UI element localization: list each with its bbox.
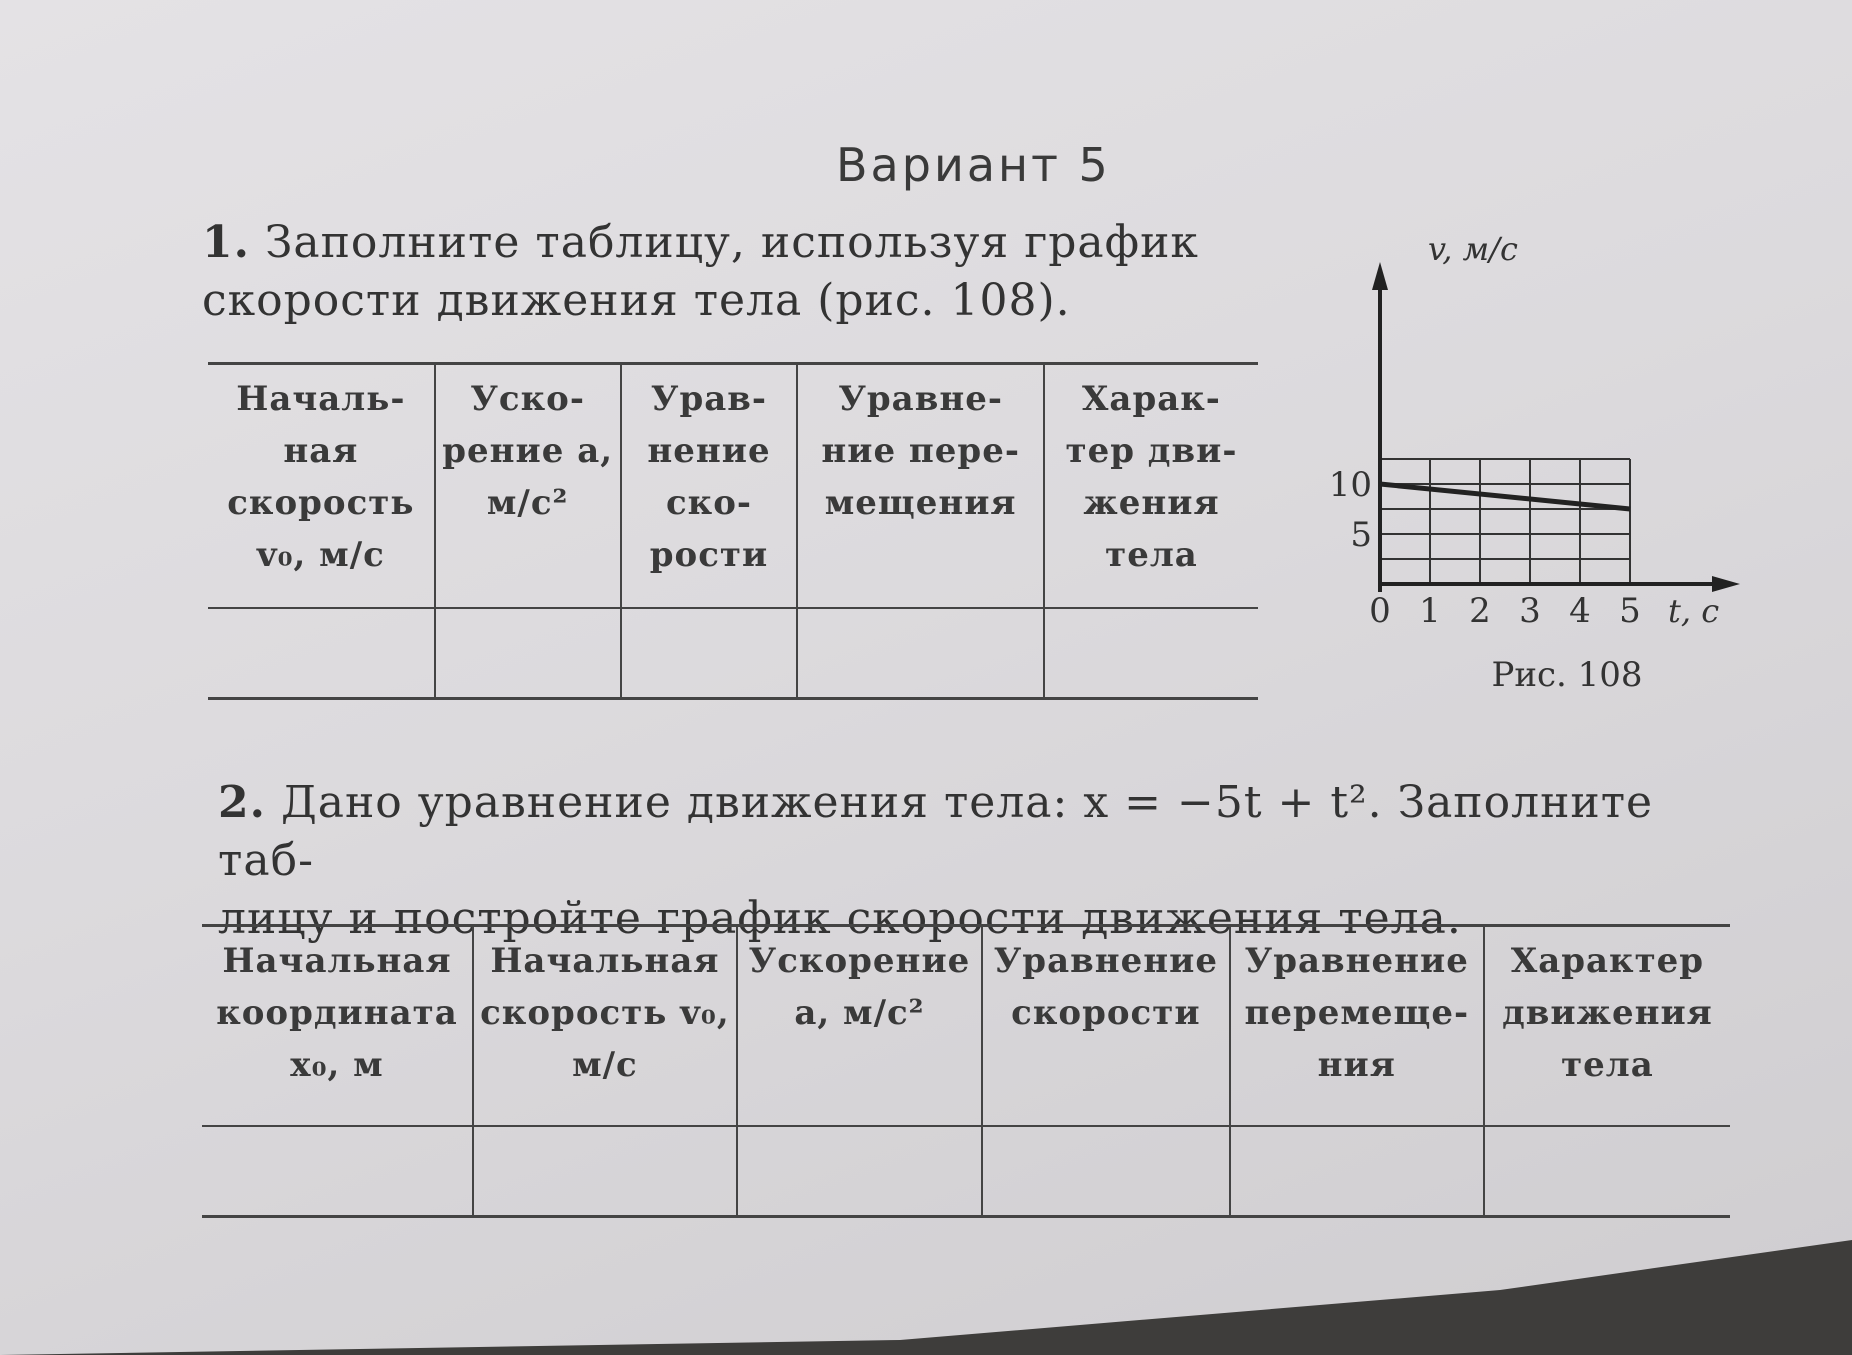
answer-cell-motion-type[interactable] — [1044, 608, 1258, 699]
answer-cell-initial-speed[interactable] — [208, 608, 435, 699]
x-tick-label: 4 — [1569, 591, 1591, 631]
velocity-time-graph — [1320, 222, 1760, 712]
header-acceleration: Ускорение a, м/с² — [737, 926, 982, 1127]
x-tick-label: 0 — [1369, 591, 1391, 631]
x-tick-label: 3 — [1519, 591, 1541, 631]
answer-cell-displacement-equation[interactable] — [797, 608, 1044, 699]
task-2-text-line2: лицу и постройте график скорости движения тела. — [218, 893, 1462, 944]
answer-cell-speed-equation[interactable] — [621, 608, 798, 699]
answer-cell-acceleration[interactable] — [737, 1126, 982, 1217]
velocity-line — [1380, 484, 1630, 509]
x-tick-label: 2 — [1469, 591, 1491, 631]
graph-grid — [1380, 459, 1630, 584]
header-speed-equation: Уравнение скорости — [982, 926, 1230, 1127]
table-answer-row — [208, 608, 1258, 699]
header-speed-equation: Урав- нение ско- рости — [621, 364, 798, 609]
header-initial-coordinate: Начальная координата x₀, м — [202, 926, 473, 1127]
task-1-statement — [202, 214, 1262, 330]
figure-caption: Рис. 108 — [1491, 655, 1643, 695]
header-initial-speed: Началь- ная скорость v₀, м/с — [208, 364, 435, 609]
answer-cell-displacement-equation[interactable] — [1230, 1126, 1484, 1217]
task-1-table — [208, 362, 1258, 700]
header-motion-type: Харак- тер дви- жения тела — [1044, 364, 1258, 609]
table-header-row — [208, 364, 1258, 609]
task-1-text-line1: Заполните таблицу, используя график — [264, 217, 1199, 268]
y-tick-label: 10 — [1328, 465, 1372, 505]
header-acceleration: Уско- рение a, м/с² — [435, 364, 621, 609]
x-tick-label: 5 — [1619, 591, 1641, 631]
task-2-statement — [218, 774, 1738, 948]
y-axis-arrow-icon — [1372, 262, 1388, 290]
answer-cell-speed-equation[interactable] — [982, 1126, 1230, 1217]
header-motion-type: Характер движения тела — [1484, 926, 1730, 1127]
x-axis-label: t, с — [1668, 592, 1720, 630]
table-header-row — [202, 926, 1730, 1127]
header-initial-speed: Начальная скорость v₀, м/с — [473, 926, 737, 1127]
answer-cell-motion-type[interactable] — [1484, 1126, 1730, 1217]
x-tick-label: 1 — [1419, 591, 1441, 631]
y-tick-label: 5 — [1350, 515, 1372, 555]
answer-cell-initial-coordinate[interactable] — [202, 1126, 473, 1217]
header-displacement-equation: Уравне- ние пере- мещения — [797, 364, 1044, 609]
task-2-text-line1: Дано уравнение движения тела: x = −5t + t². Заполните таб- — [218, 777, 1654, 886]
variant-title: Вариант 5 — [836, 138, 1111, 192]
answer-cell-acceleration[interactable] — [435, 608, 621, 699]
answer-cell-initial-speed[interactable] — [473, 1126, 737, 1217]
task-1-text-line2: скорости движения тела (рис. 108). — [202, 275, 1071, 326]
x-axis-arrow-icon — [1712, 576, 1740, 592]
task-1-number: 1. — [202, 217, 250, 268]
y-axis-label: v, м/с — [1428, 230, 1518, 268]
task-2-number: 2. — [218, 777, 266, 828]
header-displacement-equation: Уравнение перемеще- ния — [1230, 926, 1484, 1127]
table-answer-row — [202, 1126, 1730, 1217]
task-2-table — [202, 924, 1730, 1218]
